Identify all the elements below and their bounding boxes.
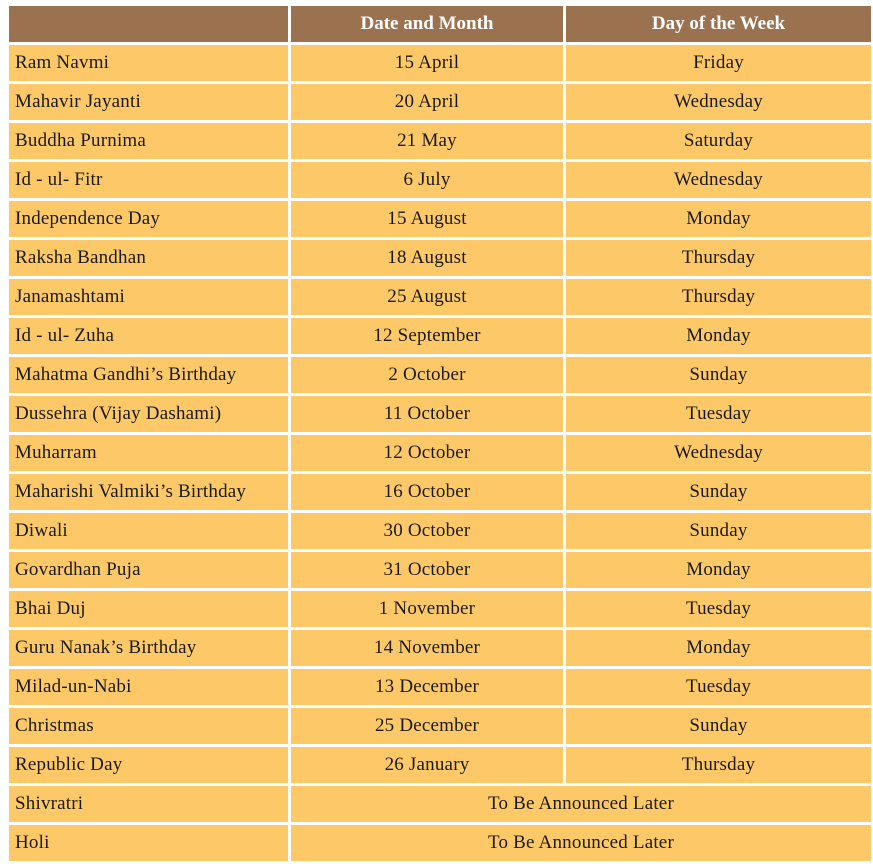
weekday-cell: Thursday [566, 747, 871, 783]
weekday-cell: Sunday [566, 513, 871, 549]
table-row [9, 318, 871, 354]
holiday-name-cell: Ram Navmi [9, 45, 288, 81]
date-cell: 25 December [291, 708, 563, 744]
table-row [9, 786, 871, 822]
weekday-cell: Monday [566, 630, 871, 666]
holiday-name-cell: Diwali [9, 513, 288, 549]
date-cell: 16 October [291, 474, 563, 510]
holiday-name-cell: Holi [9, 825, 288, 861]
date-cell: 14 November [291, 630, 563, 666]
header-day-of-week: Day of the Week [566, 6, 871, 42]
weekday-cell: Monday [566, 552, 871, 588]
date-cell: 20 April [291, 84, 563, 120]
table-row [9, 123, 871, 159]
table-row [9, 630, 871, 666]
date-cell: 15 April [291, 45, 563, 81]
date-cell: 6 July [291, 162, 563, 198]
table-row [9, 201, 871, 237]
table-header [9, 6, 871, 42]
date-cell: 11 October [291, 396, 563, 432]
holiday-table [6, 3, 873, 864]
weekday-cell: Sunday [566, 708, 871, 744]
weekday-cell: Wednesday [566, 435, 871, 471]
table-row [9, 279, 871, 315]
weekday-cell: Tuesday [566, 591, 871, 627]
weekday-cell: Monday [566, 318, 871, 354]
weekday-cell: Tuesday [566, 396, 871, 432]
table-row [9, 84, 871, 120]
weekday-cell: Saturday [566, 123, 871, 159]
header-row [9, 6, 871, 42]
weekday-cell: Thursday [566, 240, 871, 276]
table-row [9, 513, 871, 549]
table-row [9, 396, 871, 432]
holiday-name-cell: Id - ul- Fitr [9, 162, 288, 198]
header-holiday [9, 6, 288, 42]
holiday-name-cell: Republic Day [9, 747, 288, 783]
weekday-cell: Wednesday [566, 162, 871, 198]
table-row [9, 474, 871, 510]
holiday-name-cell: Shivratri [9, 786, 288, 822]
holiday-name-cell: Id - ul- Zuha [9, 318, 288, 354]
table-body [9, 45, 871, 861]
header-date-and-month: Date and Month [291, 6, 563, 42]
holiday-name-cell: Independence Day [9, 201, 288, 237]
holiday-name-cell: Muharram [9, 435, 288, 471]
holiday-name-cell: Raksha Bandhan [9, 240, 288, 276]
weekday-cell: Sunday [566, 357, 871, 393]
table-row [9, 552, 871, 588]
table-row [9, 162, 871, 198]
holiday-name-cell: Guru Nanak’s Birthday [9, 630, 288, 666]
holiday-name-cell: Mahatma Gandhi’s Birthday [9, 357, 288, 393]
date-cell: 2 October [291, 357, 563, 393]
table-row [9, 669, 871, 705]
date-cell: 13 December [291, 669, 563, 705]
weekday-cell: Friday [566, 45, 871, 81]
weekday-cell: Thursday [566, 279, 871, 315]
date-cell: 15 August [291, 201, 563, 237]
table-row [9, 708, 871, 744]
weekday-cell: Wednesday [566, 84, 871, 120]
date-cell: 30 October [291, 513, 563, 549]
date-cell: 12 September [291, 318, 563, 354]
holiday-name-cell: Bhai Duj [9, 591, 288, 627]
date-cell: 31 October [291, 552, 563, 588]
announcement-status-cell: To Be Announced Later [291, 786, 871, 822]
holiday-name-cell: Janamashtami [9, 279, 288, 315]
weekday-cell: Monday [566, 201, 871, 237]
table-row [9, 591, 871, 627]
holiday-name-cell: Govardhan Puja [9, 552, 288, 588]
date-cell: 12 October [291, 435, 563, 471]
holiday-name-cell: Milad-un-Nabi [9, 669, 288, 705]
holiday-name-cell: Dussehra (Vijay Dashami) [9, 396, 288, 432]
table-row [9, 435, 871, 471]
announcement-status-cell: To Be Announced Later [291, 825, 871, 861]
date-cell: 18 August [291, 240, 563, 276]
holiday-name-cell: Mahavir Jayanti [9, 84, 288, 120]
table-row [9, 825, 871, 861]
holiday-name-cell: Maharishi Valmiki’s Birthday [9, 474, 288, 510]
date-cell: 25 August [291, 279, 563, 315]
date-cell: 1 November [291, 591, 563, 627]
date-cell: 26 January [291, 747, 563, 783]
weekday-cell: Tuesday [566, 669, 871, 705]
weekday-cell: Sunday [566, 474, 871, 510]
table-row [9, 45, 871, 81]
holiday-name-cell: Christmas [9, 708, 288, 744]
table-row [9, 357, 871, 393]
table-row [9, 240, 871, 276]
date-cell: 21 May [291, 123, 563, 159]
holiday-name-cell: Buddha Purnima [9, 123, 288, 159]
table-row [9, 747, 871, 783]
